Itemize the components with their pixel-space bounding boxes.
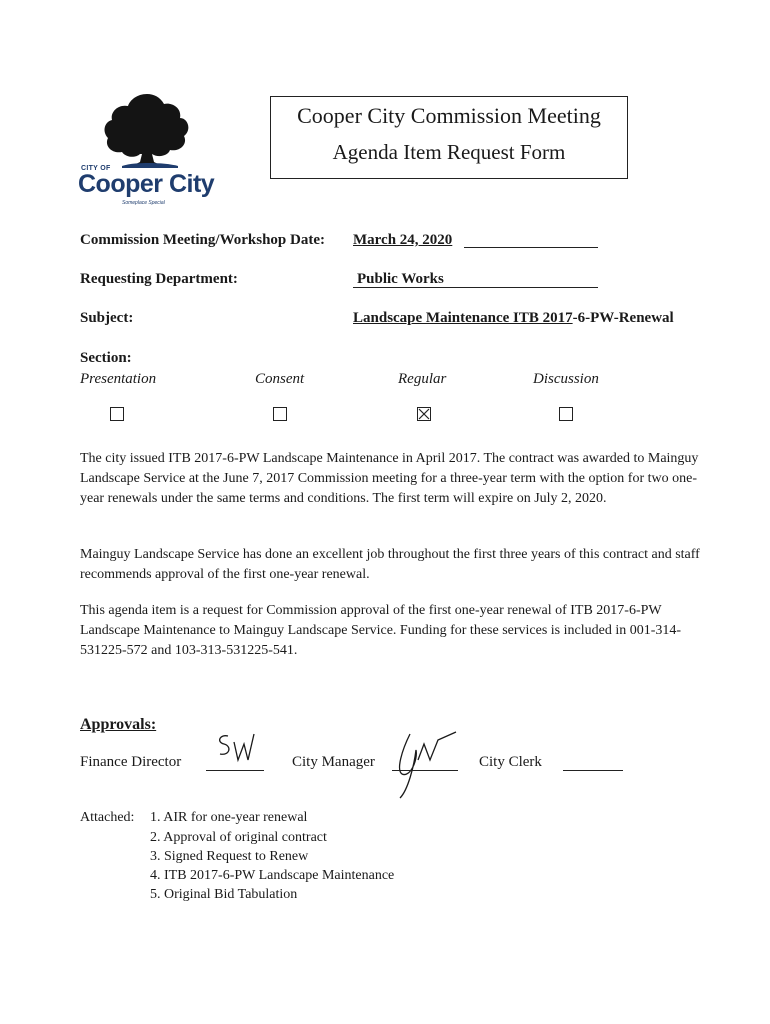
finance-director-signature	[206, 730, 266, 770]
body-paragraph-3: This agenda item is a request for Commission approval of the first one-year renewal of ITB 2017-6-PW Landscape Maintenance to Mainguy Landscape Service. Funding for these services is included in 001-314-531225-572 and 103-313-531225-541.	[80, 603, 682, 658]
subject-value-underlined: Landscape Maintenance ITB 2017	[353, 310, 573, 326]
logo-city-of: CITY OF	[81, 165, 111, 172]
section-option-regular: Regular	[398, 371, 447, 387]
city-manager-label: City Manager	[292, 754, 375, 770]
discussion-checkbox[interactable]	[559, 407, 573, 421]
body-paragraph-2: Mainguy Landscape Service has done an excellent job throughout the first three years of this contract and staff recommends approval of the first one-year renewal.	[80, 547, 700, 582]
form-title: Cooper City Commission Meeting	[297, 103, 601, 128]
city-manager-line	[392, 770, 458, 771]
presentation-checkbox[interactable]	[110, 407, 124, 421]
attachment-item: 2. Approval of original contract	[150, 830, 327, 845]
subject-value-rest: -6-PW-Renewal	[572, 310, 674, 326]
section-label: Section:	[80, 350, 132, 366]
tree-icon	[92, 92, 202, 170]
logo-city-name: Cooper City	[78, 170, 215, 198]
finance-director-label: Finance Director	[80, 754, 182, 770]
consent-checkbox[interactable]	[273, 407, 287, 421]
city-clerk-label: City Clerk	[479, 754, 542, 770]
attached-label: Attached:	[80, 810, 135, 825]
section-option-presentation: Presentation	[80, 371, 157, 387]
regular-checkbox[interactable]	[417, 407, 431, 421]
checkbox-x-icon	[418, 408, 430, 420]
meeting-date-label: Commission Meeting/Workshop Date:	[80, 232, 325, 248]
city-manager-signature	[388, 730, 463, 800]
meeting-date-underline	[464, 247, 598, 248]
section-option-consent: Consent	[255, 371, 305, 387]
logo-tagline: Someplace Special	[122, 200, 165, 206]
form-title-box	[270, 96, 628, 179]
section-option-discussion: Discussion	[533, 371, 599, 387]
city-clerk-line	[563, 770, 623, 771]
finance-director-line	[206, 770, 264, 771]
attachment-item: 4. ITB 2017-6-PW Landscape Maintenance	[150, 868, 395, 883]
department-label: Requesting Department:	[80, 271, 238, 287]
department-underline	[353, 287, 598, 288]
body-paragraph-1: The city issued ITB 2017-6-PW Landscape Maintenance in April 2017. The contract was awarded to Mainguy Landscape Service at the June 7, 2017 Commission meeting for a three-year term with the option for two one-year renewals under the same terms and conditions. The first term will expire on July 2, 2020.	[80, 451, 699, 506]
attachment-item: 3. Signed Request to Renew	[150, 849, 309, 864]
meeting-date-value: March 24, 2020	[353, 232, 453, 248]
city-logo	[78, 92, 215, 220]
approvals-heading: Approvals:	[80, 716, 157, 733]
department-value: Public Works	[357, 271, 444, 287]
attachment-item: 5. Original Bid Tabulation	[150, 887, 298, 902]
subject-label: Subject:	[80, 310, 134, 326]
attachment-item: 1. AIR for one-year renewal	[150, 810, 308, 825]
form-subtitle: Agenda Item Request Form	[332, 140, 566, 164]
subject-value	[353, 310, 674, 327]
